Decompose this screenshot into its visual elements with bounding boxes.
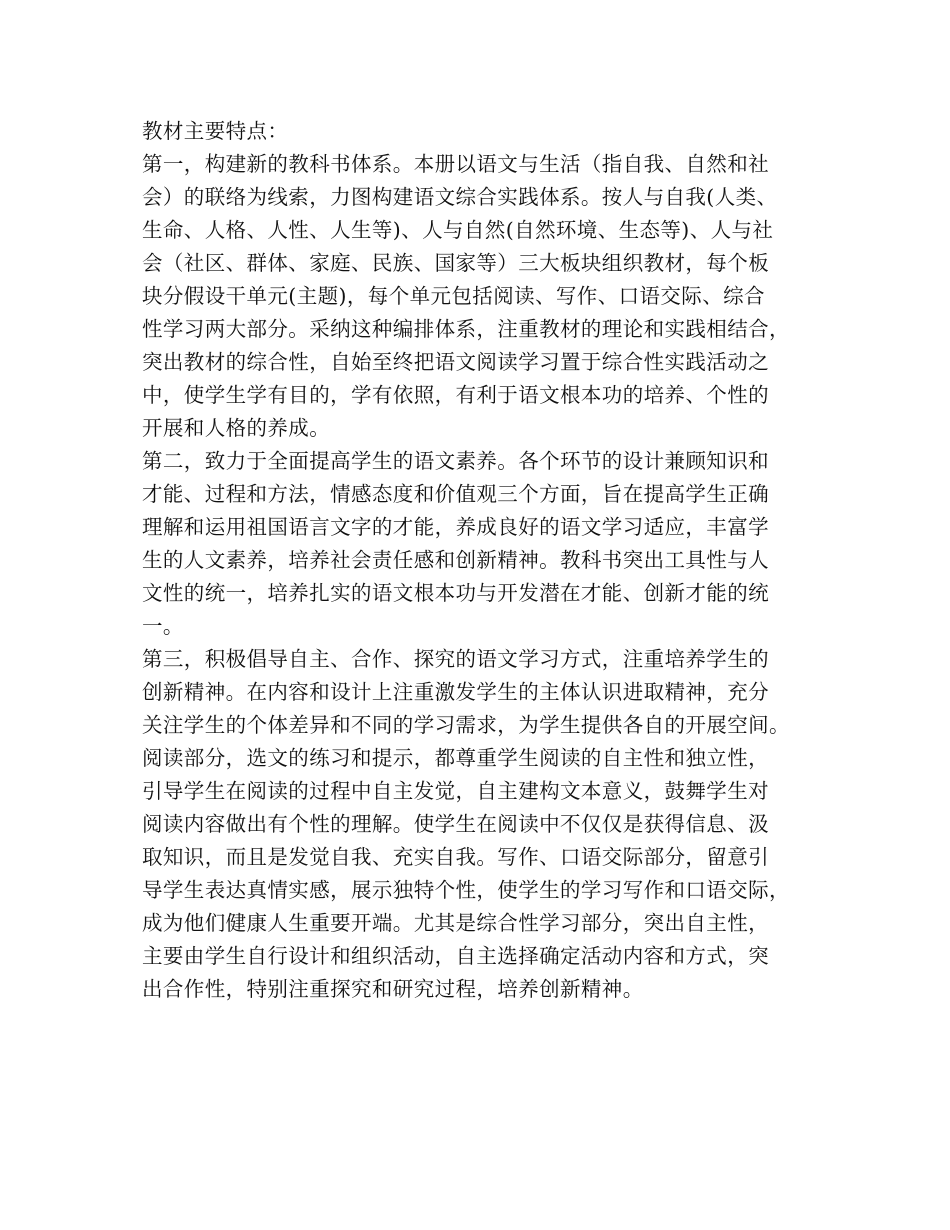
text-line: 文性的统一，培养扎实的语文根本功与开发潜在才能、创新才能的统 [142,581,769,605]
text-line: 生命、人格、人性、人生等)、人与自然(自然环境、生态等)、人与社 [142,218,774,242]
text-line: 才能、过程和方法，情感态度和价值观三个方面，旨在提高学生正确 [142,482,769,506]
text-line: 性学习两大部分。采纳这种编排体系，注重教材的理论和实践相结合， [142,317,790,341]
text-line: 会）的联络为线索，力图构建语文综合实践体系。按人与自我(人类、 [142,185,778,209]
text-line: 引导学生在阅读的过程中自主发觉，自主建构文本意义，鼓舞学生对 [142,779,769,803]
text-line: 会（社区、群体、家庭、民族、国家等）三大板块组织教材，每个板 [142,251,769,275]
document-body [142,115,832,1006]
text-line: 第三，积极倡导自主、合作、探究的语文学习方式，注重培养学生的 [142,647,769,671]
text-line: 阅读部分，选文的练习和提示，都尊重学生阅读的自主性和独立性， [142,746,769,770]
text-line: 一。 [142,614,184,638]
text-line: 成为他们健康人生重要开端。尤其是综合性学习部分，突出自主性， [142,911,769,935]
text-line: 出合作性，特别注重探究和研究过程，培养创新精神。 [142,977,644,1001]
text-line: 第二，致力于全面提高学生的语文素养。各个环节的设计兼顾知识和 [142,449,769,473]
text-line: 块分假设干单元(主题)，每个单元包括阅读、写作、口语交际、综合 [142,284,765,308]
text-line: 导学生表达真情实感，展示独特个性，使学生的学习写作和口语交际， [142,878,790,902]
text-line: 第一，构建新的教科书体系。本册以语文与生活（指自我、自然和社 [142,152,769,176]
text-line: 理解和运用祖国语言文字的才能，养成良好的语文学习适应，丰富学 [142,515,769,539]
heading-line: 教材主要特点： [142,119,289,143]
text-line: 生的人文素养，培养社会责任感和创新精神。教科书突出工具性与人 [142,548,769,572]
text-line: 关注学生的个体差异和不同的学习需求，为学生提供各自的开展空间。 [142,713,790,737]
text-line: 主要由学生自行设计和组织活动，自主选择确定活动内容和方式，突 [142,944,769,968]
text-line: 阅读内容做出有个性的理解。使学生在阅读中不仅仅是获得信息、汲 [142,812,769,836]
text-line: 开展和人格的养成。 [142,416,331,440]
text-line: 中，使学生学有目的，学有依照，有利于语文根本功的培养、个性的 [142,383,769,407]
text-line: 突出教材的综合性，自始至终把语文阅读学习置于综合性实践活动之 [142,350,769,374]
text-line: 取知识，而且是发觉自我、充实自我。写作、口语交际部分，留意引 [142,845,769,869]
text-line: 创新精神。在内容和设计上注重激发学生的主体认识进取精神，充分 [142,680,769,704]
